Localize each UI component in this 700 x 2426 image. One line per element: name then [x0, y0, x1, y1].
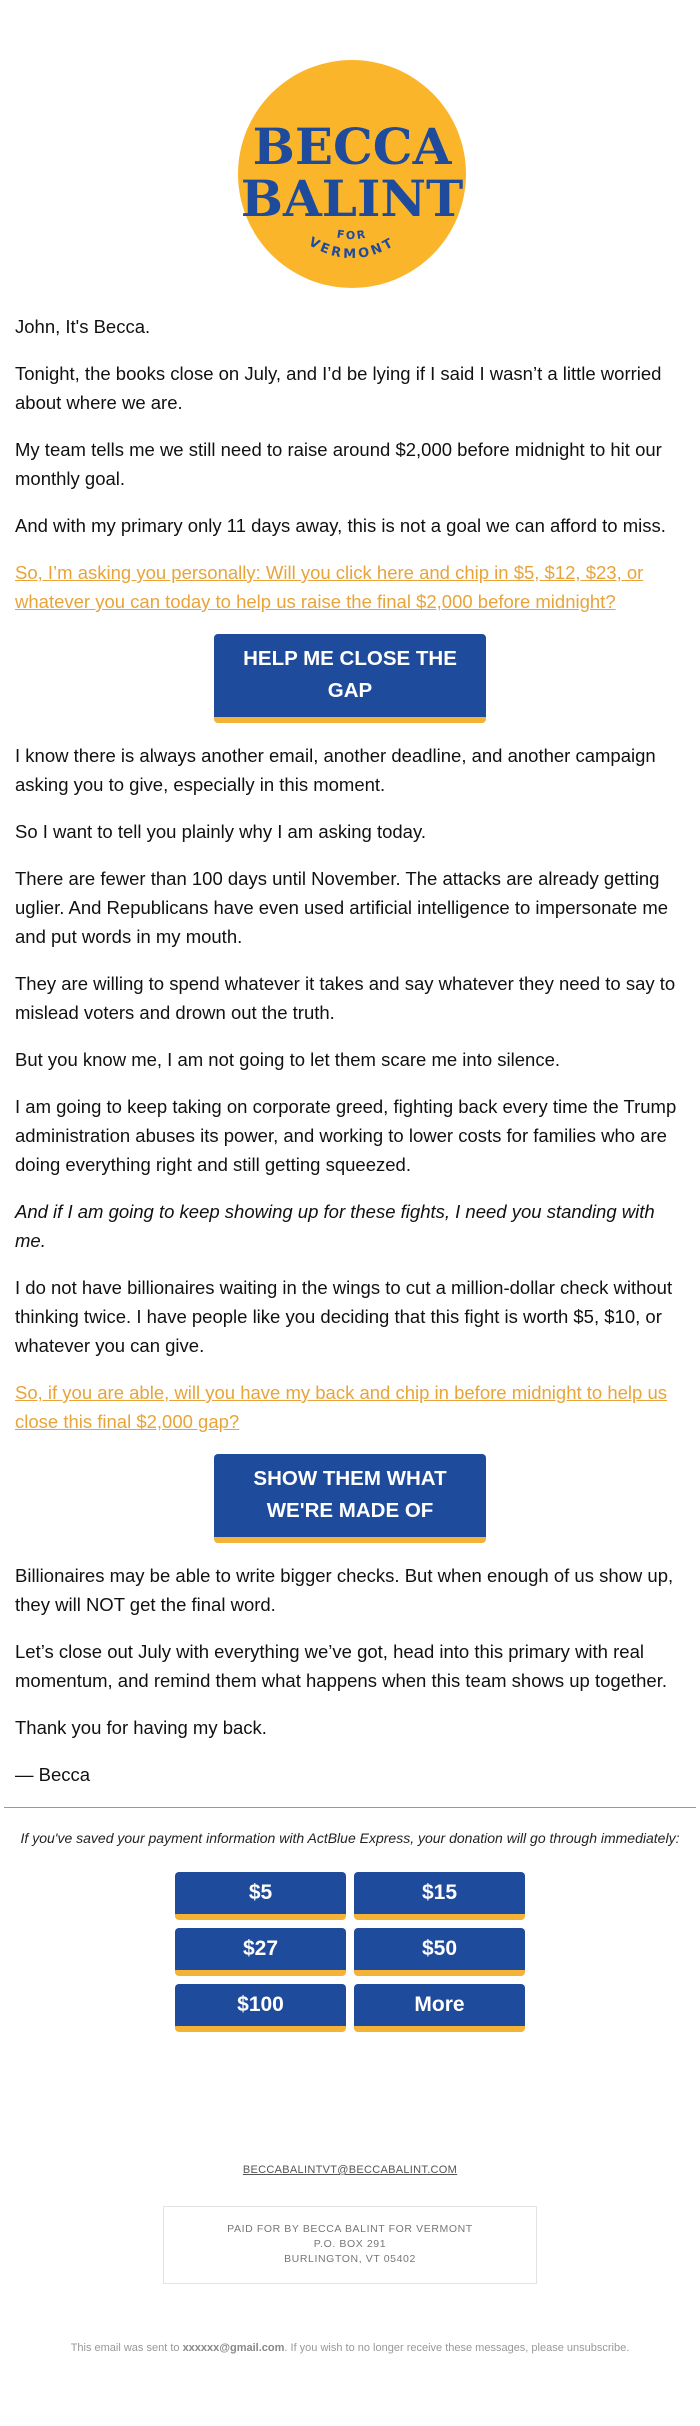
- paragraph: I know there is always another email, another deadline, and another campaign asking you to give, especially in this moment.: [15, 745, 656, 795]
- svg-text:FOR: [336, 228, 368, 242]
- sent-suffix: . If you wish to no longer receive these messages, please: [284, 2342, 567, 2354]
- sent-prefix: This email was sent to: [70, 2342, 183, 2354]
- paragraph: So I want to tell you plainly why I am asking today.: [15, 821, 426, 842]
- donate-50-button[interactable]: $50: [354, 1928, 525, 1976]
- po-box-line: P.O. BOX 291: [313, 2238, 387, 2250]
- donate-link[interactable]: So, I’m asking you personally: Will you click here and chip in $5, $12, $23, or whatever you can today to help us raise the final $2,000 before midnight?: [15, 562, 644, 612]
- donate-15-button[interactable]: $15: [354, 1872, 525, 1920]
- help-close-gap-button[interactable]: HELP ME CLOSE THE GAP: [214, 634, 486, 723]
- actblue-note: If you've saved your payment information with ActBlue Express, your donation will go through immediately:: [20, 1830, 680, 1846]
- paid-for-line: PAID FOR BY BECCA BALINT FOR VERMONT: [227, 2223, 473, 2235]
- donate-more-button[interactable]: More: [354, 1984, 525, 2032]
- paragraph: I am going to keep taking on corporate greed, fighting back every time the Trump administration abuses its power, and working to lower costs for families who are doing everything right and still getting squeezed.: [15, 1096, 677, 1175]
- header: [0, 0, 700, 300]
- donate-5-button[interactable]: $5: [175, 1872, 346, 1920]
- paragraph: They are willing to spend whatever it takes and say whatever they need to say to mislead voters and drown out the truth.: [15, 973, 676, 1023]
- paragraph: I do not have billionaires waiting in the wings to cut a million-dollar check without thinking twice. I have people like you deciding that this fight is worth $5, $10, or whatever you can give.: [15, 1277, 673, 1356]
- paragraph: Billionaires may be able to write bigger checks. But when enough of us show up, they will NOT get the final word.: [15, 1565, 674, 1615]
- logo-line2: BALINT: [240, 169, 464, 228]
- recipient-email: xxxxxx@gmail.com: [182, 2342, 285, 2354]
- contact-email-link[interactable]: BECCABALINTVT@BECCABALINT.COM: [242, 2164, 458, 2176]
- logo-line4: VERMONT: [305, 234, 399, 263]
- donate-27-button[interactable]: $27: [175, 1928, 346, 1976]
- greeting: John, It's Becca.: [15, 316, 151, 337]
- footer-contact: [0, 2164, 700, 2176]
- unsubscribe-link[interactable]: unsubscribe: [566, 2342, 627, 2354]
- unsubscribe-notice: [0, 2342, 700, 2354]
- emphasis-paragraph: And if I am going to keep showing up for these fights, I need you standing with me.: [15, 1201, 655, 1251]
- paragraph: There are fewer than 100 days until November. The attacks are already getting uglier. And Republicans have even used artificial intelligence to impersonate me and put words in my mouth.: [15, 868, 669, 947]
- paid-for-box: [163, 2206, 537, 2284]
- donation-amounts: [175, 1872, 525, 2032]
- logo-line3: FOR: [335, 227, 369, 243]
- divider: [4, 1807, 696, 1808]
- paragraph: Thank you for having my back.: [15, 1717, 267, 1738]
- paragraph: And with my primary only 11 days away, this is not a goal we can afford to miss.: [15, 515, 666, 536]
- paragraph: Tonight, the books close on July, and I’d be lying if I said I wasn’t a little worried about where we are.: [15, 363, 662, 413]
- campaign-logo: [238, 60, 466, 288]
- donate-link[interactable]: So, if you are able, will you have my back and chip in before midnight to help us close this final $2,000 gap?: [15, 1382, 667, 1432]
- logo-line1: BECCA: [252, 117, 452, 176]
- paragraph: Let’s close out July with everything we’ve got, head into this primary with real momentum, and remind them what happens when this team shows up together.: [15, 1641, 667, 1691]
- paragraph: My team tells me we still need to raise around $2,000 before midnight to hit our monthly goal.: [15, 439, 662, 489]
- sent-end: .: [626, 2342, 630, 2354]
- show-them-button[interactable]: SHOW THEM WHAT WE'RE MADE OF: [214, 1454, 486, 1543]
- donate-100-button[interactable]: $100: [175, 1984, 346, 2032]
- city-line: BURLINGTON, VT 05402: [284, 2253, 416, 2265]
- paragraph: But you know me, I am not going to let them scare me into silence.: [15, 1049, 560, 1070]
- letter: [0, 312, 700, 1789]
- signoff: — Becca: [15, 1764, 91, 1785]
